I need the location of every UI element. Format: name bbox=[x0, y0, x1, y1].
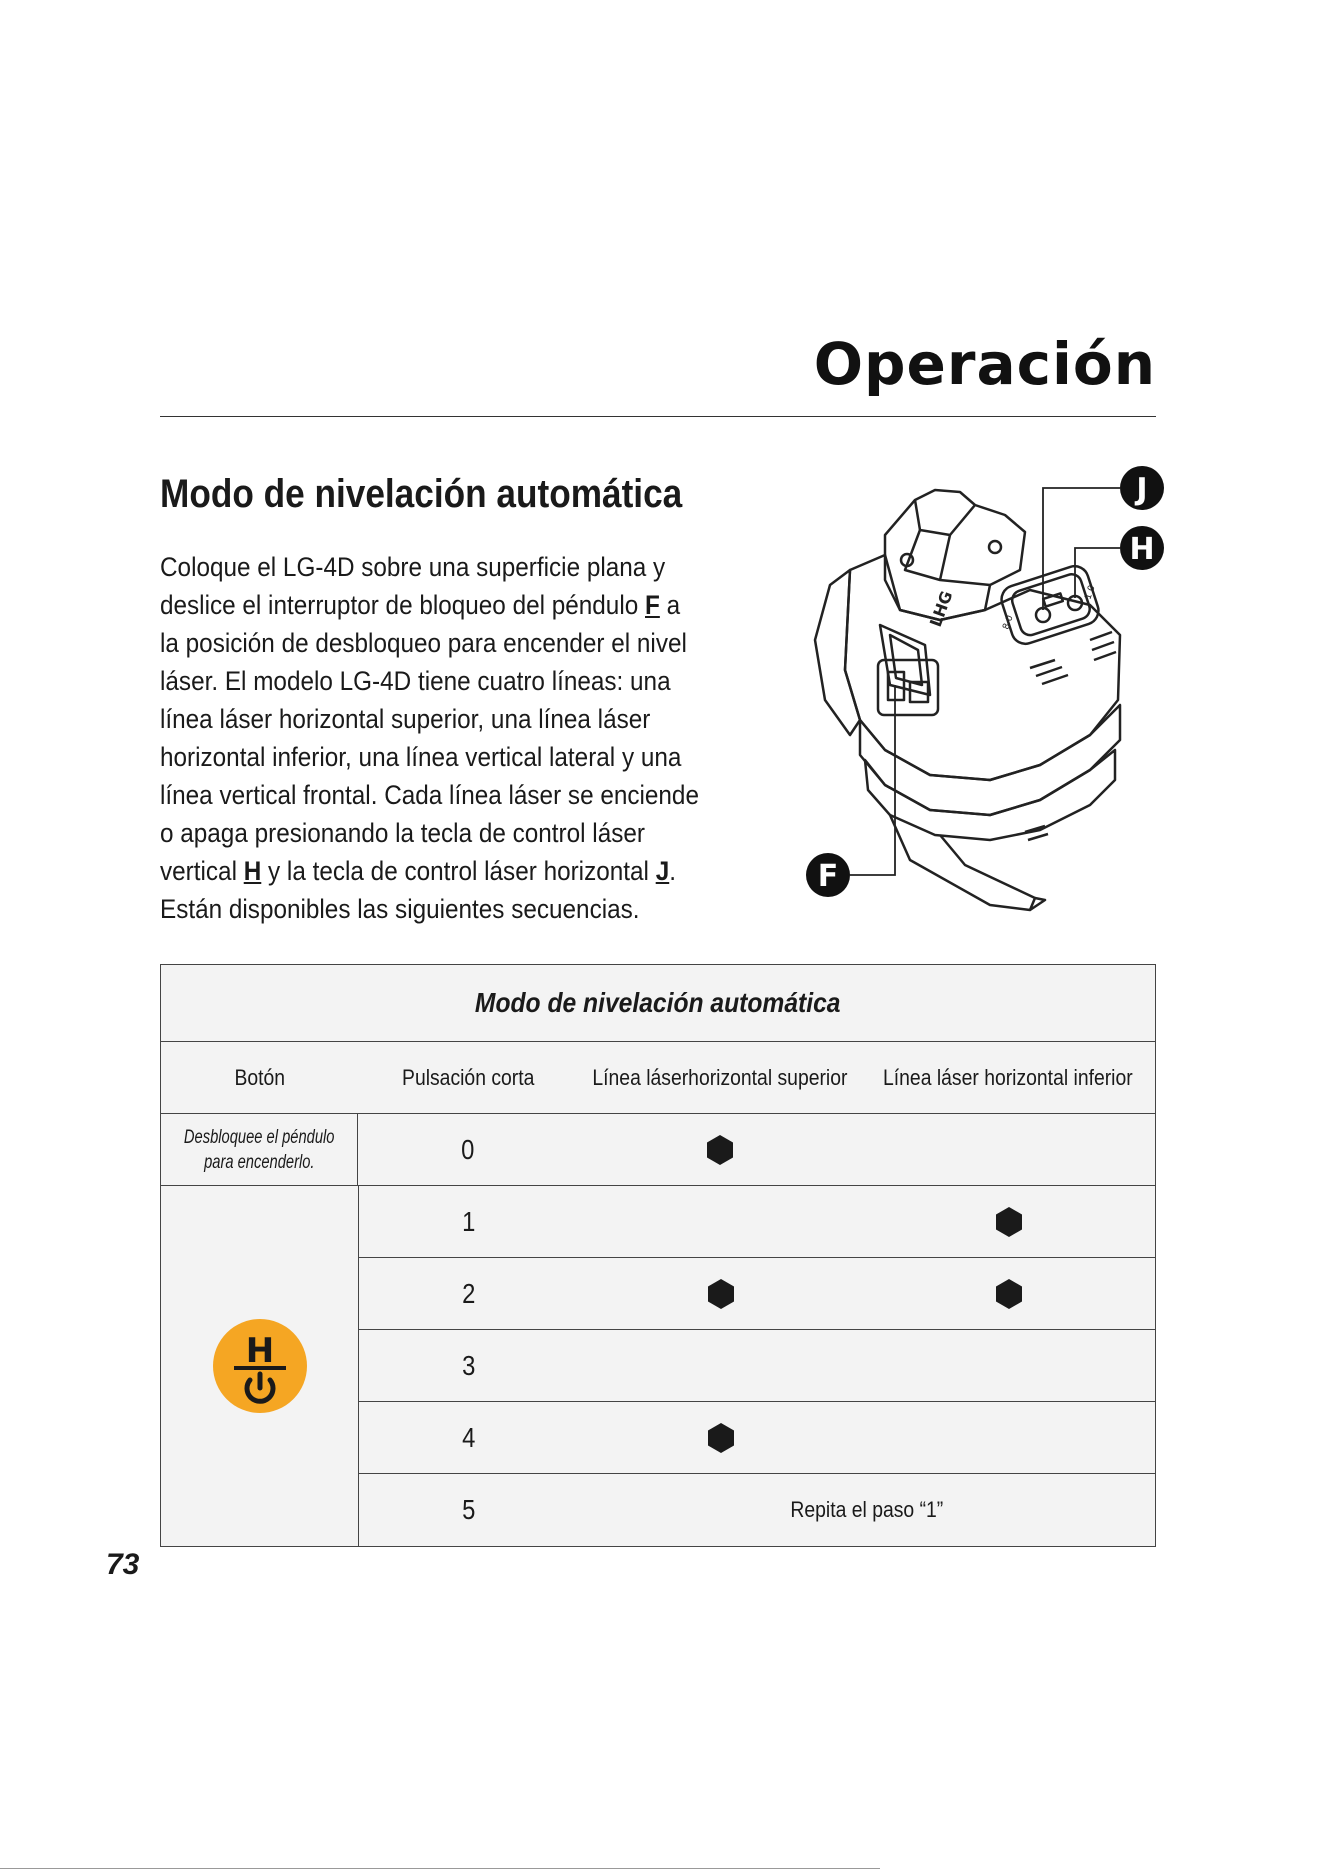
h-power-button-icon bbox=[212, 1318, 308, 1414]
table-header-row bbox=[161, 1042, 1155, 1114]
svg-text:H: H bbox=[1129, 532, 1155, 567]
step-number: 0 bbox=[461, 1133, 475, 1165]
panel-label-left: 8 0 bbox=[1001, 614, 1016, 632]
ref-j: J bbox=[655, 856, 670, 886]
laser-level-illustration bbox=[790, 460, 1170, 920]
table-row: 2 bbox=[359, 1258, 1155, 1330]
sequence-table bbox=[160, 964, 1156, 1547]
button-cell bbox=[161, 1186, 359, 1546]
table-body bbox=[161, 1186, 1155, 1546]
header-button: Botón bbox=[234, 1064, 285, 1090]
table-row: 5 Repita el paso “1” bbox=[359, 1474, 1155, 1546]
page-number: 73 bbox=[106, 1548, 140, 1581]
svg-text:H: H bbox=[245, 1331, 274, 1371]
header-short-press: Pulsación corta bbox=[401, 1064, 535, 1090]
on-marker-icon bbox=[705, 1278, 737, 1310]
svg-text:F: F bbox=[817, 859, 839, 894]
on-marker-icon bbox=[705, 1422, 737, 1454]
repeat-note: Repita el paso “1” bbox=[790, 1497, 944, 1522]
on-marker-icon bbox=[993, 1206, 1025, 1238]
brand-label: LHG bbox=[925, 588, 957, 630]
table-row: 4 bbox=[359, 1402, 1155, 1474]
table-title: Modo de nivelación automática bbox=[161, 965, 1155, 1042]
unlock-label: Desbloquee el péndulo para encenderlo. bbox=[161, 1114, 358, 1185]
section-title: Modo de nivelación automática bbox=[160, 472, 683, 516]
page-header-title: Operación bbox=[813, 330, 1156, 398]
table-row: 3 bbox=[359, 1330, 1155, 1402]
on-marker-icon bbox=[993, 1278, 1025, 1310]
intro-paragraph: Coloque el LG-4D sobre una superficie plana y deslice el interruptor de bloqueo del péndulo F a la posición de desbloqueo para encender el nivel láser. El modelo LG-4D tiene cuatro líneas: una línea láser horizontal superior, una línea láser horizontal inferior, una línea vertical lateral y una línea vertical frontal. Cada línea láser se enciende o apaga presionando la tecla de control láser vertical H y la tecla de control láser horizontal J. Están disponibles las siguientes secuencias. bbox=[160, 552, 699, 924]
svg-text:J: J bbox=[1136, 472, 1148, 507]
header-divider bbox=[160, 416, 1156, 417]
ref-h: H bbox=[243, 856, 262, 886]
ref-f: F bbox=[645, 590, 660, 620]
header-lower-line: Línea láser horizontal inferior bbox=[883, 1064, 1133, 1090]
on-marker-icon bbox=[704, 1134, 736, 1166]
header-upper-line: Línea láserhorizontal superior bbox=[592, 1064, 848, 1090]
upper-cell bbox=[578, 1114, 862, 1185]
footer-rule bbox=[0, 1868, 880, 1869]
steps-column bbox=[359, 1186, 1155, 1546]
panel-label-right: 1 0 bbox=[1083, 584, 1098, 602]
table-row: 1 bbox=[359, 1186, 1155, 1258]
table-row bbox=[161, 1114, 1155, 1186]
lower-cell bbox=[862, 1114, 1154, 1185]
